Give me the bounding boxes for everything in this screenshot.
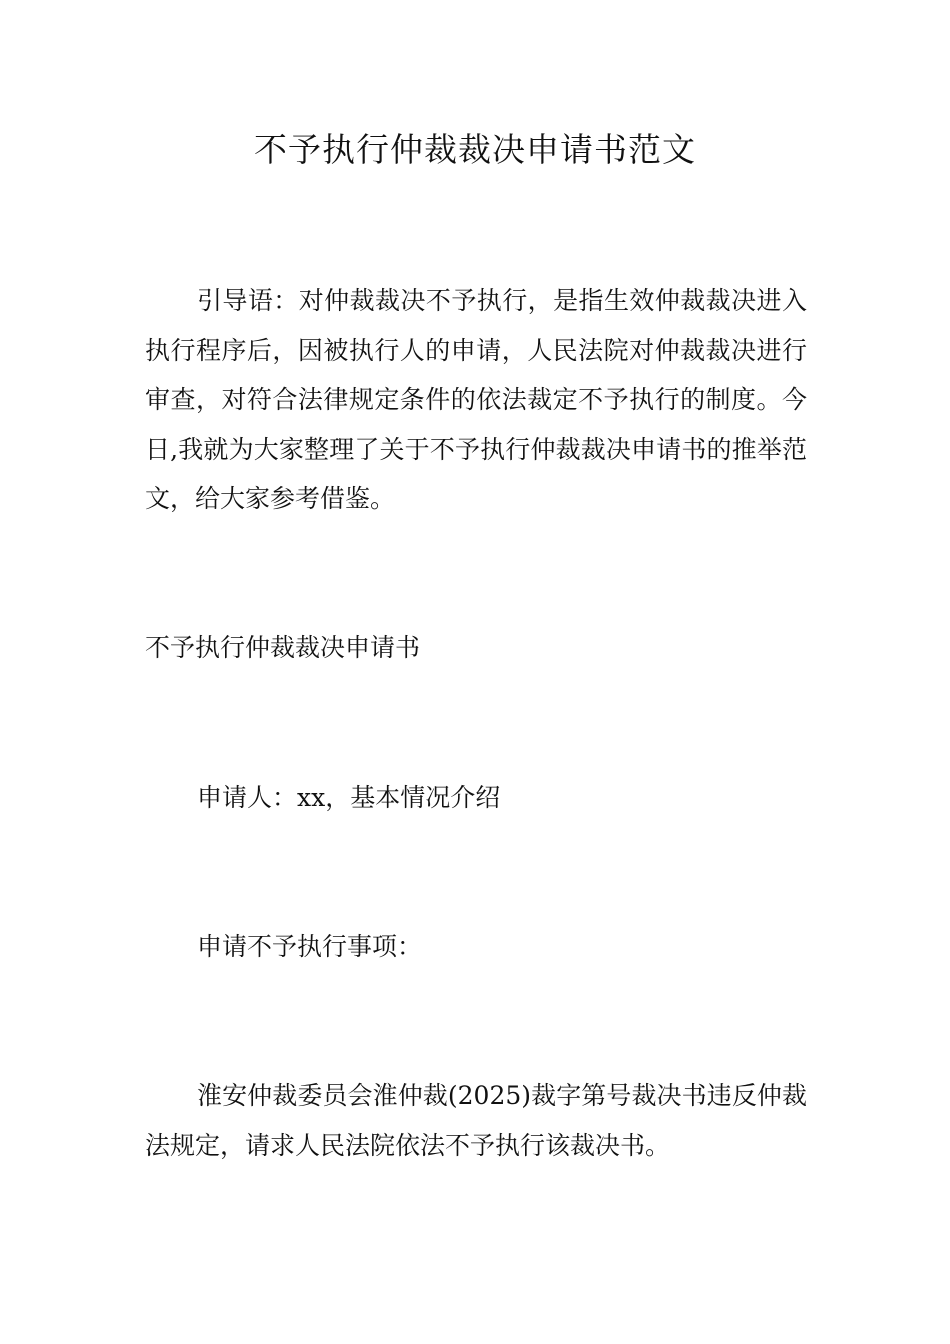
applicant-line: 申请人：xx，基本情况介绍 [197,783,501,812]
section-heading: 不予执行仲裁裁决申请书 [145,633,421,662]
intro-paragraph: 引导语：对仲裁裁决不予执行，是指生效仲裁裁决进入执行程序后，因被执行人的申请，人民法院对仲裁裁决进行审查，对符合法律规定条件的依法裁定不予执行的制度。今日,我就为大家整理了关于不予执行仲裁裁决申请书的推举范文，给大家参考借鉴。 [145,286,807,513]
document-title: 不予执行仲裁裁决申请书范文 [254,130,696,169]
request-paragraph: 淮安仲裁委员会淮仲裁(2025)裁字第号裁决书违反仲裁法规定，请求人民法院依法不予执行该裁决书。 [145,1081,807,1160]
matters-label: 申请不予执行事项： [197,932,423,961]
